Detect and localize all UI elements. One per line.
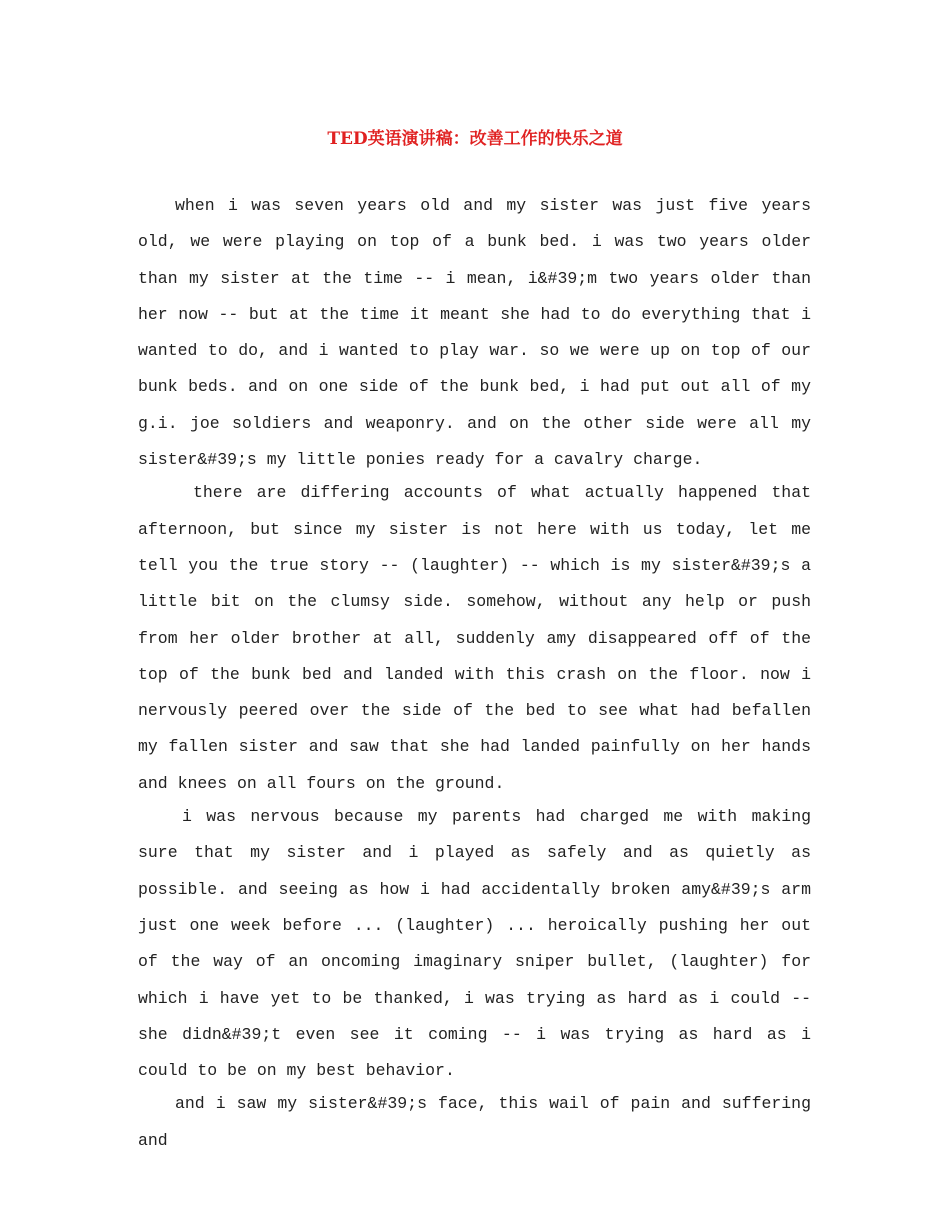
paragraph-3: i was nervous because my parents had charged me with making sure that my sister and i played as safely and as quietly as possible. and seeing as how i had accidentally broken amy&#39;s arm just one week before ... (laughter) ... heroically pushing her out of the way of an oncoming imaginary sniper bullet, (laughter) for which i have yet to be thanked, i was trying as hard as i could -- she didn&#39;t even see it coming -- i was trying as hard as i could to be on my best behavior. — [138, 807, 811, 1081]
paragraph-2: there are differing accounts of what actually happened that afternoon, but since my sister is not here with us today, let me tell you the true story -- (laughter) -- which is my sister&#39;s a little bit on the clumsy side. somehow, without any help or push from her older brother at all, suddenly amy disappeared off of the top of the bunk bed and landed with this crash on the floor. now i nervously peered over the side of the bed to see what had befallen my fallen sister and saw that she had landed painfully on her hands and knees on all fours on the ground. — [138, 483, 811, 793]
document-title: TED英语演讲稿：改善工作的快乐之道 — [327, 129, 623, 149]
document-body — [138, 188, 811, 1159]
paragraph-4: and i saw my sister&#39;s face, this wail of pain and suffering and — [138, 1094, 811, 1150]
paragraph-1: when i was seven years old and my sister was just five years old, we were playing on top of a bunk bed. i was two years older than my sister at the time -- i mean, i&#39;m two years older than her now -- but at the time it meant she had to do everything that i wanted to do, and i wanted to play war. so we were up on top of our bunk beds. and on one side of the bunk bed, i had put out all of my g.i. joe soldiers and weaponry. and on the other side were all my sister&#39;s my little ponies ready for a cavalry charge. — [138, 196, 811, 470]
